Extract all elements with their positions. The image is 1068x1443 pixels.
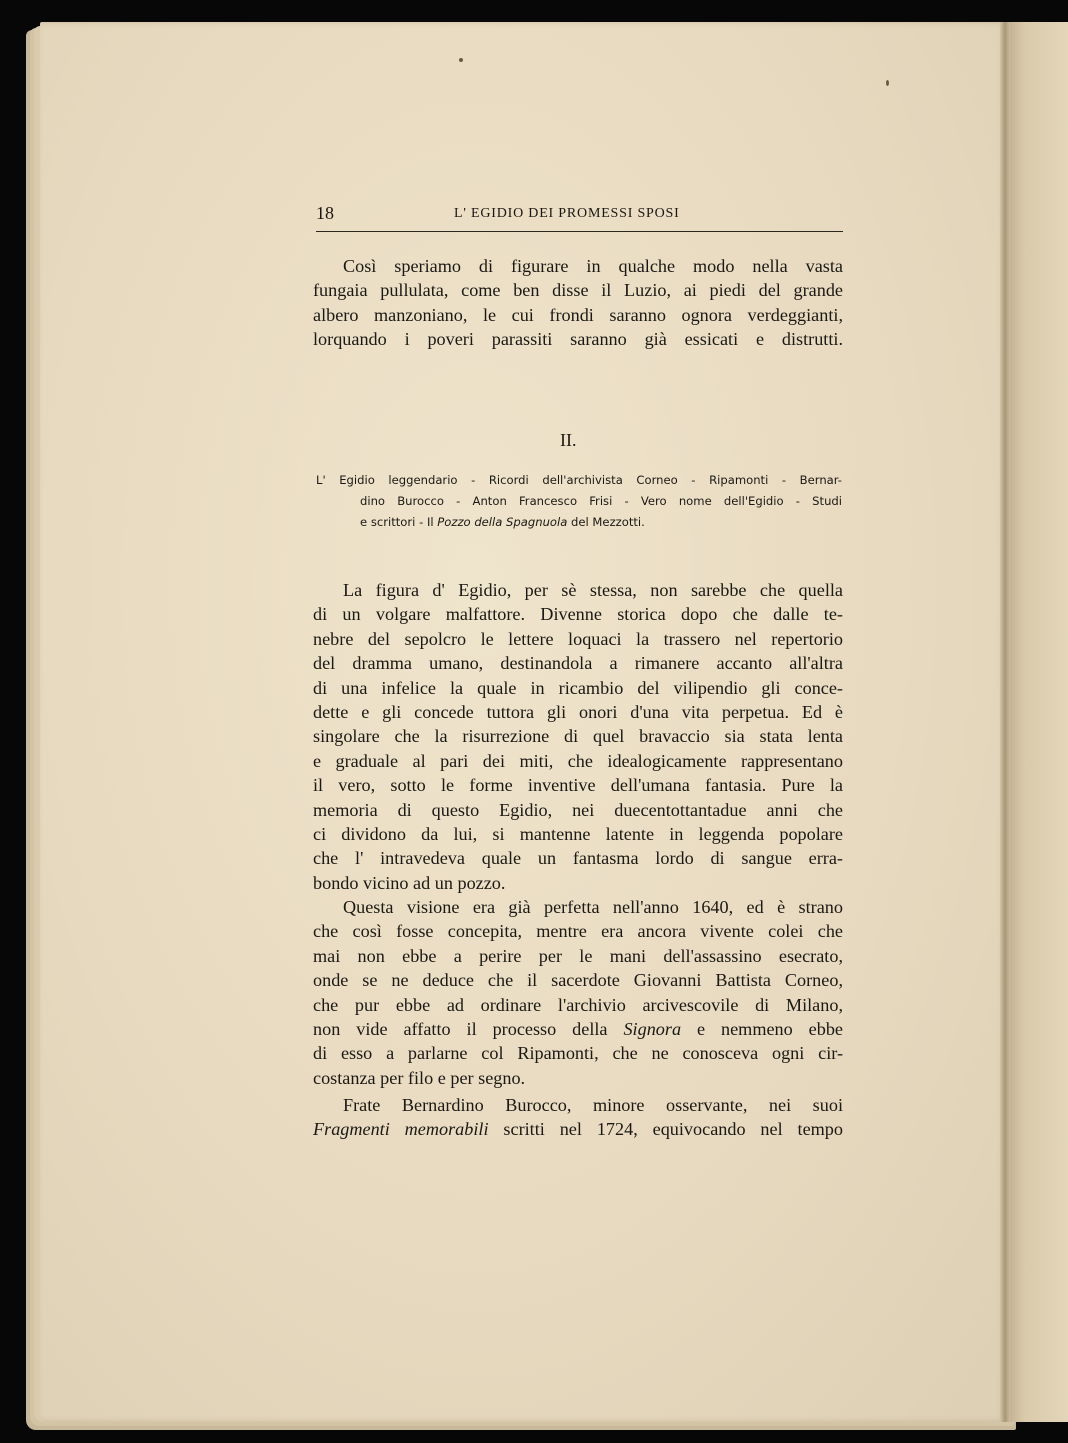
text-line: Così speriamo di figurare in qualche modo nella vasta [343, 256, 843, 276]
text-line: del dramma umano, destinandola a rimanere accanto all'altra [313, 653, 843, 674]
text-line: che l' intravedeva quale un fantasma lordo di sangue erra- [313, 848, 843, 869]
text-line: singolare che la risurrezione di quel bravaccio sia stata lenta [313, 726, 843, 747]
section-number: II. [560, 430, 577, 450]
paper-speck [459, 58, 463, 62]
paragraph-1 [313, 254, 843, 352]
text-line: bondo vicino ad un pozzo. [313, 872, 506, 893]
text-line: memoria di questo Egidio, nei duecentottantadue anni che [313, 799, 843, 820]
text-run: non vide affatto il processo della [313, 1019, 624, 1040]
paper-speck [886, 80, 889, 86]
summary-text: del Mezzotti. [567, 515, 645, 529]
summary-line: L' Egidio leggendario - Ricordi dell'archivista Corneo - Ripamonti - Bernar- [316, 473, 842, 487]
text-line: di esso a parlarne col Ripamonti, che ne conosceva ogni cir- [313, 1043, 843, 1064]
section-summary [316, 470, 842, 533]
text-line: costanza per filo e per segno. [313, 1067, 526, 1088]
header-rule [316, 231, 843, 232]
text-line: che pur ebbe ad ordinare l'archivio arcivescovile di Milano, [313, 994, 843, 1015]
paragraph-3 [313, 895, 843, 1090]
italic-title: Fragmenti memorabili [313, 1119, 489, 1140]
text-line [313, 1117, 843, 1141]
text-line: onde se ne deduce che il sacerdote Giovanni Battista Corneo, [313, 970, 843, 991]
running-title: L' EGIDIO DEI PROMESSI SPOSI [454, 206, 680, 221]
summary-italic-title: Pozzo della Spagnuola [437, 515, 568, 529]
text-run: e nemmeno ebbe [681, 1019, 843, 1040]
text-line: di una infelice la quale in ricambio del vilipendio gli conce- [313, 677, 843, 698]
text-line: nebre del sepolcro le lettere loquaci la trassero nel repertorio [313, 628, 843, 649]
summary-line: dino Burocco - Anton Francesco Frisi - Vero nome dell'Egidio - Studi [360, 494, 842, 508]
facing-page-edge [1006, 22, 1068, 1422]
page-number: 18 [316, 203, 334, 223]
text-line: fungaia pullulata, come ben disse il Luzio, ai piedi del grande [313, 280, 843, 301]
text-line: il vero, sotto le forme inventive dell'umana fantasia. Pure la [313, 775, 843, 796]
text-line: albero manzoniano, le cui frondi saranno ognora verdeggianti, [313, 304, 843, 325]
text-line: di un volgare malfattore. Divenne storica dopo che dalle te- [313, 604, 843, 625]
running-header [316, 203, 843, 227]
italic-term: Signora [623, 1019, 682, 1040]
paragraph-4 [313, 1093, 843, 1142]
text-line [313, 1017, 843, 1041]
summary-text: e scrittori - Il [360, 515, 438, 529]
text-run: scritti nel 1724, equivocando nel tempo [488, 1119, 843, 1140]
text-line: mai non ebbe a perire per le mani dell'assassino esecrato, [313, 945, 843, 966]
paragraph-2 [313, 578, 843, 895]
text-line: che così fosse concepita, mentre era ancora vivente colei che [313, 921, 843, 942]
book-gutter [1000, 22, 1010, 1422]
text-line: Questa visione era già perfetta nell'anno 1640, ed è strano [343, 897, 843, 917]
text-line: ci dividono da lui, si mantenne latente in leggenda popolare [313, 824, 843, 845]
text-line: Frate Bernardino Burocco, minore osservante, nei suoi [343, 1095, 843, 1115]
text-line: dette e gli concede tuttora gli onori d'una vita perpetua. Ed è [313, 702, 843, 723]
text-line: La figura d' Egidio, per sè stessa, non sarebbe che quella [343, 580, 843, 600]
summary-line [316, 512, 842, 533]
text-line: e graduale al pari dei miti, che idealogicamente rappresentano [313, 750, 843, 771]
text-line: lorquando i poveri parassiti saranno già essicati e distrutti. [313, 329, 843, 350]
